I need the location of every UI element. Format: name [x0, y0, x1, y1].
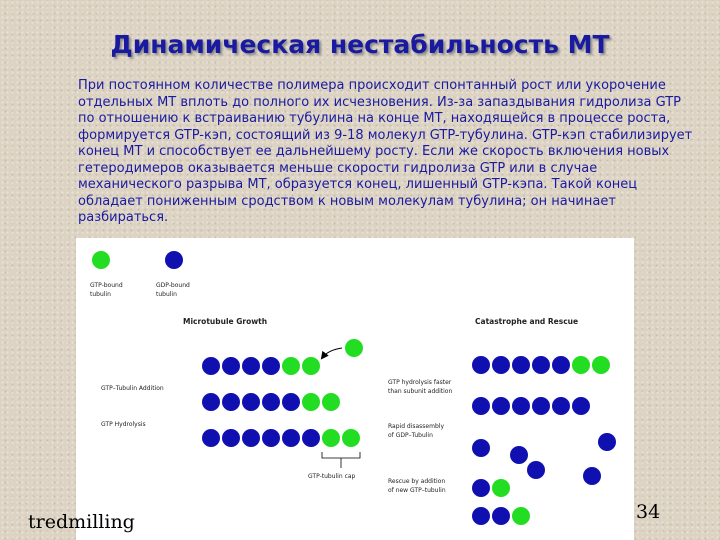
catastrophe-title: Catastrophe and Rescue [475, 317, 579, 326]
rescue-row-1 [472, 479, 510, 497]
growth-row-2 [202, 393, 340, 411]
free-gtp-tubulin [345, 339, 363, 357]
catastrophe-label-3b: of new GTP–tubulin [388, 487, 446, 494]
catastrophe-label-3a: Rescue by addition [388, 478, 446, 485]
page-number: 34 [636, 501, 661, 523]
legend-gdp-label-1: GDP-bound [156, 282, 190, 289]
legend-gtp-circle [92, 251, 110, 269]
catastrophe-label-2a: Rapid disassembly [388, 423, 444, 430]
hydrolysis-label: GTP Hydrolysis [101, 421, 146, 428]
cap-bracket [322, 452, 360, 458]
growth-row-3 [202, 429, 360, 447]
body-paragraph: При постоянном количестве полимера происходит спонтанный рост или укорочение отдельных МТ вплоть до полного их исчезновения. Из-за запаздывания гидролиза GTP по отношению к встраиванию тубулина на конце МТ, находящейся в процессе роста, формируется GTP-кэп, состоящий из 9-18 молекул GTP-тубулина. GTP-кэп стабилизирует конец МТ и способствует ее дальнейшему росту. Если же скорость включения новых гетеродимеров оказывается меньше скорости гидролиза GTP или в случае механического разрыва МТ, образуется конец, лишенный GTP-кэпа. Такой конец обладает пониженным сродством к новым молекулам тубулина; он начинает разбираться. [78, 78, 693, 225]
rescue-row-2 [472, 507, 530, 525]
catastrophe-row-2 [472, 397, 590, 415]
slide-title: Динамическая нестабильность МТ [110, 30, 610, 59]
cap-label: GTP-tubulin cap [308, 473, 356, 480]
disassembled-subunits [472, 433, 616, 485]
legend-gdp-circle [165, 251, 183, 269]
catastrophe-label-2b: of GDP–Tubulin [388, 432, 433, 439]
microtubule-diagram [76, 238, 634, 540]
catastrophe-row-1 [472, 356, 610, 374]
legend-gtp-label-1: GTP-bound [90, 282, 123, 289]
microtubule-figure [76, 238, 634, 540]
growth-title: Microtubule Growth [183, 317, 268, 326]
legend-gdp-label-2: tubulin [156, 291, 177, 298]
addition-arrow [322, 348, 342, 358]
catastrophe-label-1a: GTP hydrolysis faster [388, 379, 452, 386]
legend-gtp-label-2: tubulin [90, 291, 111, 298]
footer-caption: tredmilling [28, 511, 135, 533]
addition-label: GTP–Tubulin Addition [101, 385, 164, 392]
catastrophe-label-1b: than subunit addition [388, 388, 453, 395]
growth-row-1 [202, 357, 320, 375]
